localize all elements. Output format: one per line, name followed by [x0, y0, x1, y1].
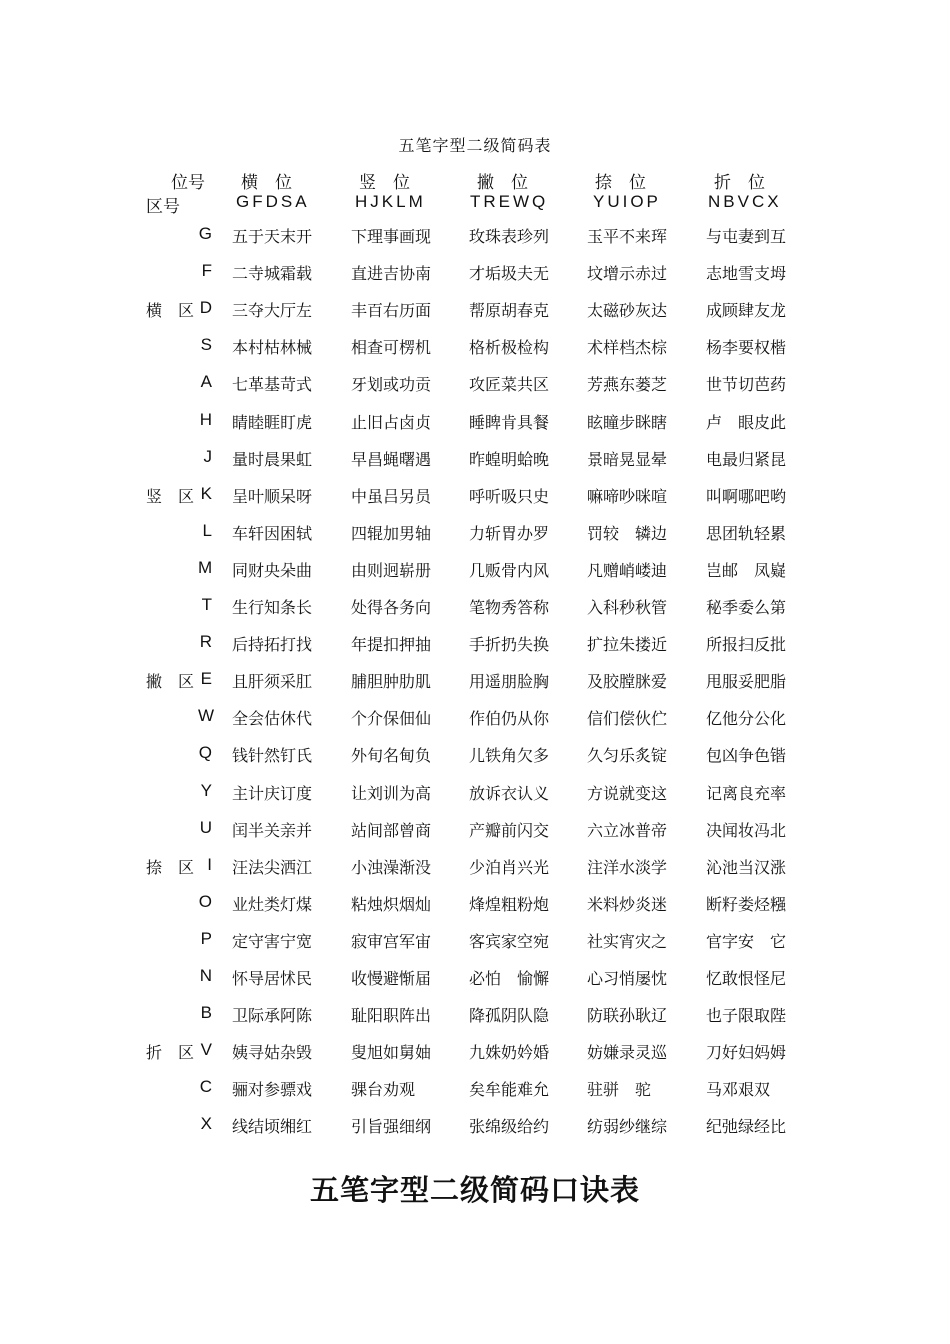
table-cell: 年提扣押抽	[351, 635, 432, 655]
table-cell: 早昌蝇曙遇	[351, 449, 432, 469]
table-row	[0, 1114, 950, 1142]
table-cell: 下理事画现	[351, 227, 432, 246]
table-row	[0, 929, 950, 957]
table-title: 五笔字型二级简码表	[398, 136, 552, 155]
table-row	[0, 595, 950, 623]
table-cell: 止旧占卤贞	[351, 412, 432, 432]
row-key: S	[200, 335, 212, 355]
table-cell: 引旨强细纲	[351, 1117, 432, 1137]
zone-name: 竖 区	[146, 486, 195, 506]
table-cell: 马邓艰双	[706, 1080, 771, 1100]
table-cell: 攻匠菜共区	[469, 375, 550, 395]
table-row	[0, 1040, 950, 1068]
table-cell: 必怕 愉懈	[469, 969, 550, 988]
table-row	[0, 410, 950, 438]
col-keys-zhe: NBVCX	[708, 192, 782, 211]
table-cell: 术样档杰棕	[587, 338, 668, 358]
table-row	[0, 298, 950, 326]
table-row	[0, 261, 950, 289]
table-cell: 中虽吕另员	[351, 486, 432, 506]
table-cell: 秘季委么第	[706, 598, 787, 617]
table-cell: 驻骈 驼	[587, 1080, 652, 1100]
table-cell: 直进吉协南	[351, 264, 432, 284]
row-key: K	[200, 483, 212, 503]
row-key: P	[200, 928, 212, 948]
row-key: J	[203, 446, 212, 466]
table-cell: 甩服妥肥脂	[706, 672, 787, 692]
table-cell: 注洋水淡学	[587, 857, 668, 877]
col-header-zhe: 折 位	[714, 173, 765, 193]
table-cell: 扩拉朱搂近	[587, 635, 668, 655]
table-cell: 几贩骨内风	[469, 560, 550, 580]
zone-name: 折 区	[146, 1043, 195, 1063]
table-cell: 帮原胡春克	[469, 301, 550, 321]
table-cell: 线结顷缃红	[232, 1117, 313, 1137]
table-cell: 客宾家空宛	[469, 931, 550, 951]
table-cell: 丰百右历面	[351, 301, 432, 321]
table-cell: 主计庆订度	[232, 783, 313, 803]
table-cell: 昨蝗明蛤晚	[469, 449, 550, 469]
zone-name: 撇 区	[146, 672, 195, 692]
table-cell: 纪弛绿经比	[706, 1117, 787, 1137]
table-cell: 决闻妆冯北	[706, 820, 787, 840]
table-cell: 罚较 辚边	[587, 523, 668, 543]
table-cell: 久匀乐炙锭	[587, 746, 668, 766]
table-cell: 眩瞳步眯瞎	[587, 412, 668, 432]
table-row	[0, 447, 950, 475]
table-cell: 张绵级给约	[469, 1117, 550, 1137]
col-header-shu: 竖 位	[359, 173, 410, 193]
table-cell: 且肝须采肛	[232, 672, 313, 692]
table-cell: 睡睥肯具餐	[469, 412, 550, 432]
row-key: U	[199, 817, 212, 837]
col-header-pie: 撇 位	[477, 173, 528, 193]
row-key: Q	[198, 743, 212, 763]
table-cell: 忆敢恨怪尼	[706, 969, 787, 988]
table-row	[0, 966, 950, 994]
table-cell: 用遥朋脸胸	[469, 672, 550, 692]
table-cell: 作伯仍从你	[469, 709, 550, 729]
table-cell: 儿铁角欠多	[469, 746, 550, 766]
table-cell: 叫啊哪吧哟	[706, 486, 787, 506]
table-cell: 小浊澡渐没	[351, 857, 432, 877]
table-cell: 笔物秀答称	[469, 598, 550, 617]
table-cell: 才垢圾夫无	[469, 264, 550, 284]
table-cell: 闰半关亲并	[232, 820, 313, 840]
table-cell: 成顾肆友龙	[706, 301, 787, 321]
table-row	[0, 781, 950, 809]
table-cell: 业灶类灯煤	[232, 894, 313, 914]
table-cell: 怀导居怵民	[232, 969, 313, 988]
table-cell: 米料炒炎迷	[587, 894, 668, 914]
table-cell: 呈叶顺呆呀	[232, 486, 313, 506]
row-key: B	[200, 1003, 212, 1023]
table-cell: 芳燕东蒌芝	[587, 375, 668, 395]
table-cell: 全会估休代	[232, 709, 313, 729]
row-key: X	[200, 1114, 212, 1134]
table-cell: 包凶争色锴	[706, 746, 787, 766]
table-row	[0, 706, 950, 734]
table-cell: 心习悄屡忱	[587, 969, 668, 988]
table-cell: 景暗晃显晕	[587, 449, 668, 469]
table-cell: 相查可楞机	[351, 338, 432, 358]
table-cell: 官字安 它	[706, 931, 787, 951]
table-cell: 处得各务向	[351, 598, 432, 617]
table-cell: 信们偿伙伫	[587, 709, 668, 729]
table-row	[0, 224, 950, 252]
table-cell: 防联孙耿辽	[587, 1006, 668, 1026]
table-row	[0, 558, 950, 586]
table-cell: 定守害宁宽	[232, 931, 313, 951]
row-key: O	[198, 891, 212, 911]
table-cell: 亿他分公化	[706, 709, 787, 729]
row-key: R	[199, 632, 212, 652]
table-cell: 少泊肖兴光	[469, 857, 550, 877]
table-cell: 凡赠峭嵝迪	[587, 560, 668, 580]
table-row	[0, 818, 950, 846]
table-row	[0, 743, 950, 771]
table-row	[0, 335, 950, 363]
table-cell: 由则迥崭册	[351, 560, 432, 580]
table-cell: 坟增示赤过	[587, 264, 668, 284]
table-row	[0, 855, 950, 883]
table-cell: 入科秒秋管	[587, 598, 668, 617]
table-cell: 生行知条长	[232, 598, 313, 617]
table-cell: 思团轨轻累	[706, 523, 787, 543]
col-keys-na: YUIOP	[593, 192, 661, 211]
table-cell: 同财央朵曲	[232, 560, 313, 580]
table-cell: 妨嫌录灵巡	[587, 1043, 668, 1063]
row-key: E	[200, 669, 212, 689]
table-cell: 玫珠表珍列	[469, 227, 550, 246]
table-cell: 脯胆肿肋肌	[351, 672, 432, 692]
table-cell: 姨寻姑杂毁	[232, 1043, 313, 1063]
table-cell: 玉平不来珲	[587, 227, 668, 246]
table-cell: 手折扔失换	[469, 635, 550, 655]
table-row	[0, 892, 950, 920]
table-row	[0, 632, 950, 660]
table-row	[0, 521, 950, 549]
table-row	[0, 669, 950, 697]
table-cell: 量时晨果虹	[232, 449, 313, 469]
table-cell: 骊对参骠戏	[232, 1080, 313, 1100]
row-key: M	[198, 557, 213, 577]
table-cell: 五于天末开	[232, 227, 313, 246]
table-cell: 烽煌粗粉炮	[469, 894, 550, 914]
table-cell: 本村枯林械	[232, 338, 313, 358]
table-cell: 社实宵灾之	[587, 931, 668, 951]
table-cell: 粘烛炽烟灿	[351, 894, 432, 914]
row-key: I	[207, 854, 212, 874]
table-cell: 外旬名甸负	[351, 746, 432, 766]
table-row	[0, 372, 950, 400]
table-cell: 电最归紧昆	[706, 449, 787, 469]
table-cell: 耻阳职阵出	[351, 1006, 432, 1026]
row-key: C	[199, 1077, 212, 1097]
table-cell: 方说就变这	[587, 783, 668, 803]
table-cell: 车轩因困轼	[232, 523, 313, 543]
table-row	[0, 1077, 950, 1105]
table-cell: 与屯妻到互	[706, 227, 787, 246]
col-keys-heng: GFDSA	[236, 192, 310, 211]
col-header-na: 捺 位	[595, 173, 646, 193]
row-key: W	[198, 706, 215, 726]
table-row	[0, 484, 950, 512]
table-cell: 记离良充率	[706, 783, 787, 803]
table-cell: 六立冰普帝	[587, 820, 668, 840]
row-key: L	[202, 520, 212, 540]
row-key: G	[198, 224, 212, 243]
table-cell: 矣牟能难允	[469, 1080, 550, 1100]
table-cell: 力斩胃办罗	[469, 523, 550, 543]
col-header-heng: 横 位	[241, 173, 292, 193]
table-cell: 睛睦睚盯虎	[232, 412, 313, 432]
zone-label: 区号	[146, 197, 180, 217]
table-cell: 七革基苛式	[232, 375, 313, 395]
row-key: D	[199, 298, 212, 318]
table-cell: 汪法尖洒江	[232, 857, 313, 877]
row-key: H	[199, 409, 212, 429]
table-cell: 世节切芭药	[706, 375, 787, 395]
table-cell: 呼听吸只史	[469, 486, 550, 506]
col-keys-pie: TREWQ	[470, 192, 549, 211]
position-label: 位号	[171, 173, 205, 193]
table-cell: 骒台劝观	[351, 1080, 416, 1100]
row-key: Y	[200, 780, 212, 800]
zone-name: 捺 区	[146, 857, 195, 877]
table-cell: 收慢避惭届	[351, 969, 432, 988]
table-cell: 杨李要权楷	[706, 338, 787, 358]
table-row	[0, 1003, 950, 1031]
table-cell: 所报扫反批	[706, 635, 787, 655]
table-cell: 三夺大厅左	[232, 301, 313, 321]
table-cell: 岂邮 凤嶷	[706, 560, 787, 580]
row-key: A	[200, 372, 212, 392]
table-cell: 卢 眼皮此	[706, 412, 787, 432]
table-cell: 也子限取陛	[706, 1006, 787, 1026]
table-cell: 牙划或功贡	[351, 375, 432, 395]
row-key: N	[199, 966, 212, 985]
row-key: F	[201, 261, 212, 281]
row-key: V	[200, 1040, 212, 1060]
table-cell: 纺弱纱继综	[587, 1117, 668, 1137]
table-cell: 志地雪支坶	[706, 264, 787, 284]
footer-title: 五笔字型二级简码口诀表	[309, 1173, 640, 1207]
col-keys-shu: HJKLM	[355, 192, 426, 211]
table-cell: 沁池当汉涨	[706, 857, 787, 877]
table-cell: 嘛啼吵咪喧	[587, 486, 668, 506]
table-cell: 格析极检构	[469, 338, 550, 358]
table-cell: 寂审宫军宙	[351, 931, 432, 951]
table-cell: 降孤阴队隐	[469, 1006, 550, 1026]
table-cell: 四辊加男轴	[351, 523, 432, 543]
table-cell: 九姝奶妗婚	[469, 1043, 550, 1063]
table-cell: 及胶膛脒爱	[587, 672, 668, 692]
table-cell: 放诉衣认义	[469, 783, 550, 803]
table-cell: 太磁砂灰达	[587, 301, 668, 321]
zone-name: 横 区	[146, 301, 195, 321]
table-cell: 后持拓打找	[232, 635, 313, 655]
table-cell: 站间部曾商	[351, 820, 432, 840]
table-cell: 断籽娄烃糨	[706, 894, 787, 914]
table-cell: 产瓣前闪交	[469, 820, 550, 840]
table-cell: 让刘训为高	[351, 783, 432, 803]
table-cell: 个介保佃仙	[351, 709, 432, 729]
row-key: T	[201, 595, 212, 614]
table-cell: 二寺城霜载	[232, 264, 313, 284]
table-cell: 卫际承阿陈	[232, 1006, 313, 1026]
table-cell: 钱针然钉氏	[232, 746, 313, 766]
table-cell: 刀好妇妈姆	[706, 1043, 787, 1063]
table-cell: 叟旭如舅妯	[351, 1043, 432, 1063]
